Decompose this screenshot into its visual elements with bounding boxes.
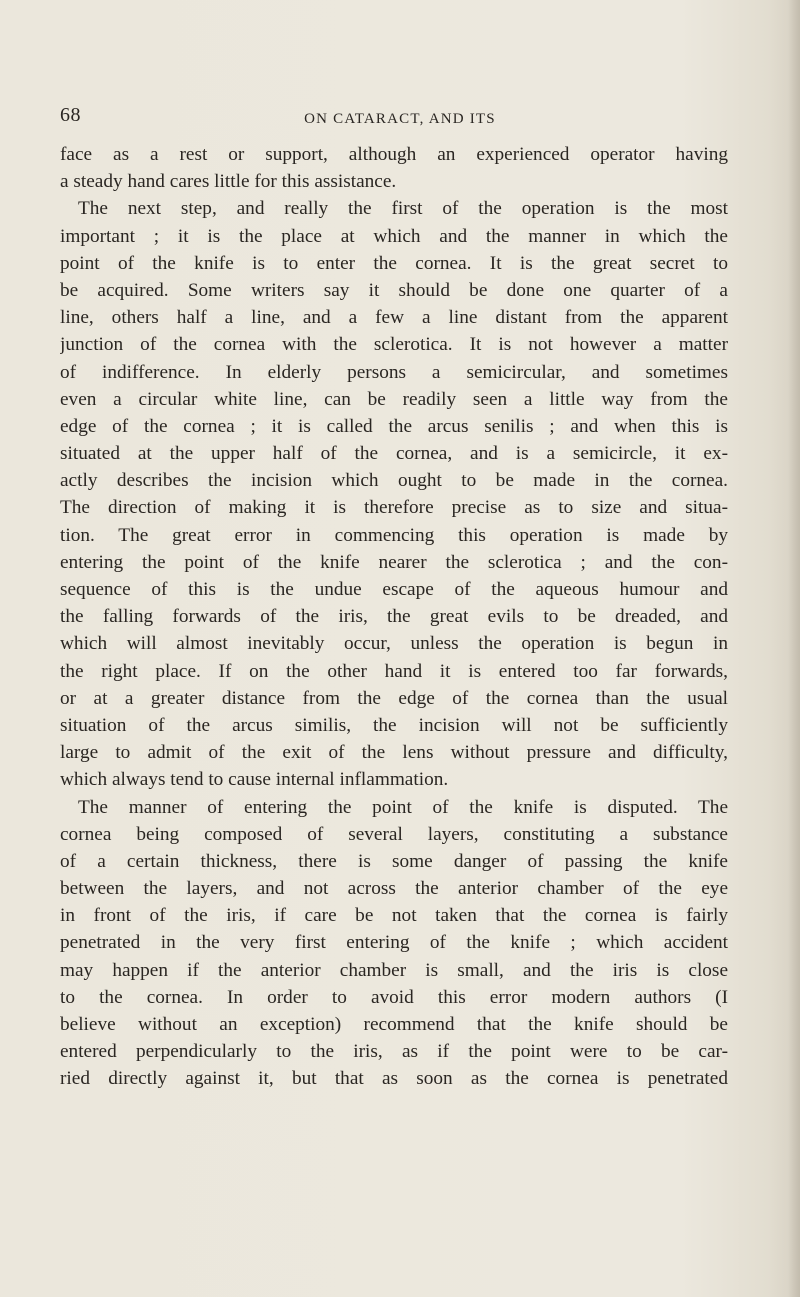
text-line: the right place. If on the other hand it is entered too far forwards, bbox=[60, 660, 728, 682]
text-line: between the layers, and not across the anterior chamber of the eye bbox=[60, 878, 728, 900]
text-line: important ; it is the place at which and the manner in which the bbox=[60, 225, 728, 247]
text-line: in front of the iris, if care be not taken that the cornea is fairly bbox=[60, 905, 728, 927]
text-line: believe without an exception) recommend that the knife should be bbox=[60, 1014, 728, 1035]
text-line: tion. The great error in commencing this operation is made by bbox=[60, 524, 728, 546]
text-line: to the cornea. In order to avoid this error modern authors (I bbox=[60, 986, 728, 1008]
text-line: The manner of entering the point of the knife is disputed. The bbox=[78, 796, 728, 818]
text-line: cornea being composed of several layers, constituting a substance bbox=[60, 823, 728, 845]
text-line: situation of the arcus similis, the incision will not be sufficiently bbox=[60, 714, 728, 736]
text-line: The next step, and really the first of the operation is the most bbox=[78, 198, 728, 220]
text-line: entered perpendicularly to the iris, as if the point were to be car- bbox=[60, 1041, 728, 1063]
text-line: The direction of making it is therefore precise as to size and situa- bbox=[60, 497, 728, 519]
text-line: the falling forwards of the iris, the great evils to be dreaded, and bbox=[60, 606, 728, 628]
text-line: line, others half a line, and a few a line distant from the apparent bbox=[60, 307, 728, 329]
running-head: ON CATARACT, AND ITS bbox=[304, 111, 496, 127]
text-line: large to admit of the exit of the lens without pressure and difficulty, bbox=[60, 742, 728, 764]
body-text bbox=[60, 141, 728, 1093]
text-line: which will almost inevitably occur, unless the operation is begun in bbox=[60, 633, 728, 655]
page-edge-shadow bbox=[788, 0, 800, 1297]
page-number: 68 bbox=[60, 104, 81, 126]
text-line: of indifference. In elderly persons a semicircular, and sometimes bbox=[60, 361, 728, 383]
text-line: entering the point of the knife nearer the sclerotica ; and the con- bbox=[60, 551, 728, 573]
text-line: edge of the cornea ; it is called the arcus senilis ; and when this is bbox=[60, 415, 728, 437]
text-line: be acquired. Some writers say it should be done one quarter of a bbox=[60, 279, 728, 301]
text-line: situated at the upper half of the cornea, and is a semicircle, it ex- bbox=[60, 443, 728, 465]
text-line: ried directly against it, but that as soon as the cornea is penetrated bbox=[60, 1068, 728, 1090]
text-line: or at a greater distance from the edge of the cornea than the usual bbox=[60, 687, 728, 709]
text-line: even a circular white line, can be readily seen a little way from the bbox=[60, 388, 728, 410]
text-line: which always tend to cause internal inflammation. bbox=[60, 769, 449, 791]
text-line: penetrated in the very first entering of the knife ; which accident bbox=[60, 932, 728, 954]
text-line: actly describes the incision which ought to be made in the cornea. bbox=[60, 470, 728, 492]
text-line: may happen if the anterior chamber is small, and the iris is close bbox=[60, 959, 728, 981]
text-line: point of the knife is to enter the cornea. It is the great secret to bbox=[60, 252, 728, 274]
text-line: junction of the cornea with the sclerotica. It is not however a matter bbox=[60, 334, 728, 356]
text-line: sequence of this is the undue escape of the aqueous humour and bbox=[60, 579, 728, 600]
text-line: face as a rest or support, although an experienced operator having bbox=[60, 144, 728, 165]
text-line: a steady hand cares little for this assistance. bbox=[60, 171, 397, 193]
text-line: of a certain thickness, there is some danger of passing the knife bbox=[60, 850, 728, 872]
